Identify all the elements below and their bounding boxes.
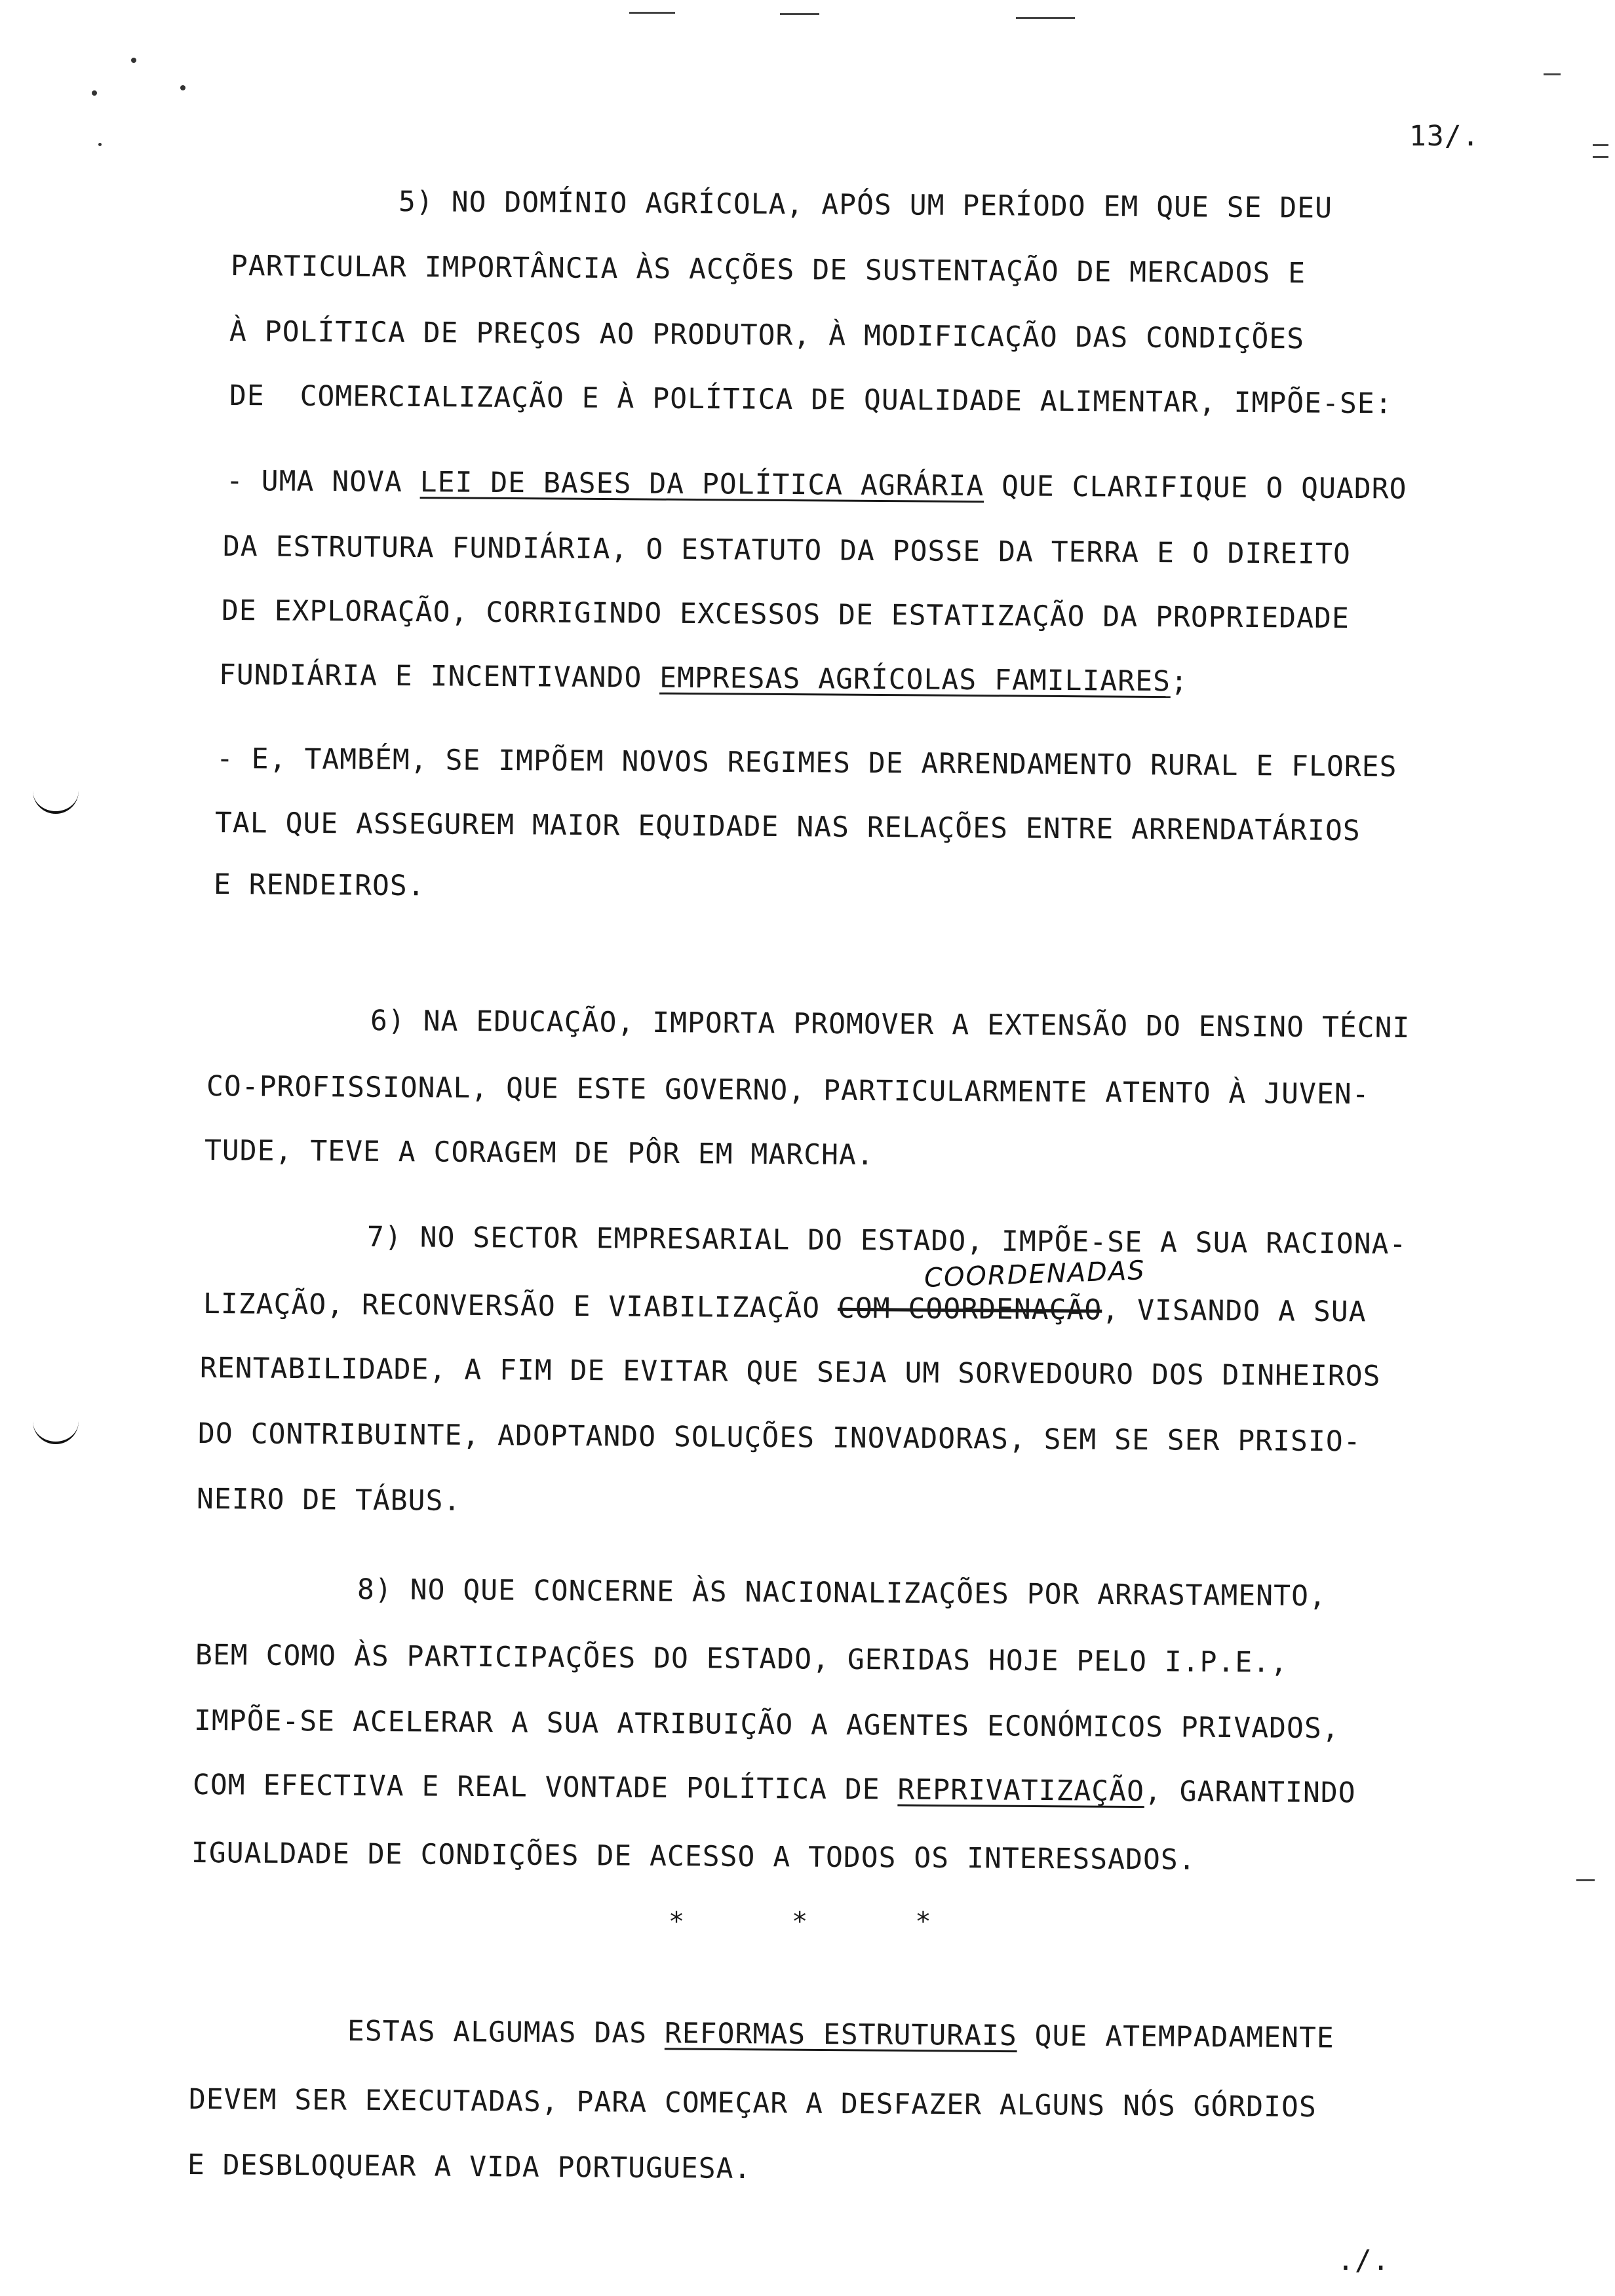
scan-mark bbox=[1593, 144, 1608, 146]
scan-dot bbox=[180, 85, 185, 90]
s6-line-1: 6) NA EDUCAÇÃO, IMPORTA PROMOVER A EXTENSÃO DO ENSINO TÉCNI bbox=[370, 1004, 1411, 1045]
lei-de-bases-underlined: LEI DE BASES DA POLÍTICA AGRÁRIA bbox=[419, 466, 984, 503]
s5-line-4: DE COMERCIALIZAÇÃO E À POLÍTICA DE QUALIDADE ALIMENTAR, IMPÕE-SE: bbox=[229, 379, 1393, 421]
reformas-estruturais-underlined: REFORMAS ESTRUTURAIS bbox=[664, 2017, 1017, 2053]
s5-bullet-2-line-1: - E, TAMBÉM, SE IMPÕEM NOVOS REGIMES DE ARRENDAMENTO RURAL E FLORES bbox=[216, 742, 1397, 784]
s7-line-5: NEIRO DE TÁBUS. bbox=[196, 1483, 461, 1518]
scan-dot bbox=[92, 90, 97, 96]
s5-line-3: À POLÍTICA DE PREÇOS AO PRODUTOR, À MODIFICAÇÃO DAS CONDIÇÕES bbox=[229, 315, 1305, 356]
binding-hole-mark bbox=[33, 785, 79, 814]
scan-mark bbox=[1016, 17, 1075, 19]
scan-dot bbox=[98, 143, 102, 146]
closing-line-1: ESTAS ALGUMAS DAS REFORMAS ESTRUTURAIS QUE ATEMPADAMENTE bbox=[347, 2015, 1334, 2055]
struck-out-text: COM COORDENAÇÃO bbox=[837, 1292, 1102, 1327]
scan-mark bbox=[1593, 156, 1608, 158]
s8-line-1: 8) NO QUE CONCERNE ÀS NACIONALIZAÇÕES POR ARRASTAMENTO, bbox=[357, 1573, 1327, 1613]
s8-line-5: IGUALDADE DE CONDIÇÕES DE ACESSO A TODOS OS INTERESSADOS. bbox=[191, 1837, 1196, 1877]
s8-line-4: COM EFECTIVA E REAL VONTADE POLÍTICA DE REPRIVATIZAÇÃO, GARANTINDO bbox=[192, 1769, 1356, 1810]
s5-bullet-1-line-4: FUNDIÁRIA E INCENTIVANDO EMPRESAS AGRÍCOLAS FAMILIARES; bbox=[218, 659, 1189, 698]
s8-line-3: IMPÕE-SE ACELERAR A SUA ATRIBUIÇÃO A AGENTES ECONÓMICOS PRIVADOS, bbox=[193, 1704, 1340, 1746]
scan-dot bbox=[131, 58, 136, 63]
closing-line-3: E DESBLOQUEAR A VIDA PORTUGUESA. bbox=[187, 2149, 752, 2186]
handwritten-correction: COORDENADAS bbox=[924, 1255, 1146, 1293]
s5-bullet-1-line-2: DA ESTRUTURA FUNDIÁRIA, O ESTATUTO DA POSSE DA TERRA E O DIREITO bbox=[222, 530, 1351, 571]
s7-line-4: DO CONTRIBUINTE, ADOPTANDO SOLUÇÕES INOVADORAS, SEM SE SER PRISIO- bbox=[197, 1417, 1361, 1459]
s7-line-3: RENTABILIDADE, A FIM DE EVITAR QUE SEJA UM SORVEDOURO DOS DINHEIROS bbox=[199, 1352, 1381, 1393]
empresas-agricolas-underlined: EMPRESAS AGRÍCOLAS FAMILIARES bbox=[659, 661, 1171, 698]
page-number: 13/. bbox=[1409, 120, 1480, 153]
scan-mark bbox=[1544, 73, 1561, 75]
s5-bullet-1-line-1: - UMA NOVA LEI DE BASES DA POLÍTICA AGRÁRIA QUE CLARIFIQUE O QUADRO bbox=[225, 465, 1407, 506]
s5-line-1: 5) NO DOMÍNIO AGRÍCOLA, APÓS UM PERÍODO EM QUE SE DEU bbox=[398, 185, 1333, 225]
s8-line-2: BEM COMO ÀS PARTICIPAÇÕES DO ESTADO, GERIDAS HOJE PELO I.P.E., bbox=[195, 1639, 1289, 1679]
s5-line-2: PARTICULAR IMPORTÂNCIA ÀS ACÇÕES DE SUSTENTAÇÃO DE MERCADOS E bbox=[230, 250, 1306, 290]
scan-mark bbox=[629, 12, 675, 14]
s6-line-2: CO-PROFISSIONAL, QUE ESTE GOVERNO, PARTICULARMENTE ATENTO À JUVEN- bbox=[206, 1070, 1370, 1111]
s5-bullet-2-line-3: E RENDEIROS. bbox=[213, 868, 425, 903]
section-divider-stars: * * * bbox=[669, 1907, 977, 1937]
s7-line-2: LIZAÇÃO, RECONVERSÃO E VIABILIZAÇÃO COM COORDENAÇÃO, VISANDO A SUA bbox=[203, 1288, 1367, 1329]
s7-line-1: 7) NO SECTOR EMPRESARIAL DO ESTADO, IMPÕE-SE A SUA RACIONA- bbox=[366, 1221, 1407, 1261]
continuation-mark: ./. bbox=[1337, 2244, 1390, 2277]
s5-bullet-2-line-2: TAL QUE ASSEGUREM MAIOR EQUIDADE NAS RELAÇÕES ENTRE ARRENDATÁRIOS bbox=[214, 807, 1361, 848]
s5-bullet-1-line-3: DE EXPLORAÇÃO, CORRIGINDO EXCESSOS DE ESTATIZAÇÃO DA PROPRIEDADE bbox=[221, 594, 1350, 636]
binding-hole-mark bbox=[33, 1415, 79, 1444]
s6-line-3: TUDE, TEVE A CORAGEM DE PÔR EM MARCHA. bbox=[204, 1134, 874, 1172]
scan-mark bbox=[1576, 1879, 1595, 1881]
scan-mark bbox=[780, 13, 819, 15]
closing-line-2: DEVEM SER EXECUTADAS, PARA COMEÇAR A DESFAZER ALGUNS NÓS GÓRDIOS bbox=[188, 2083, 1317, 2124]
reprivatizacao-underlined: REPRIVATIZAÇÃO bbox=[897, 1773, 1145, 1808]
